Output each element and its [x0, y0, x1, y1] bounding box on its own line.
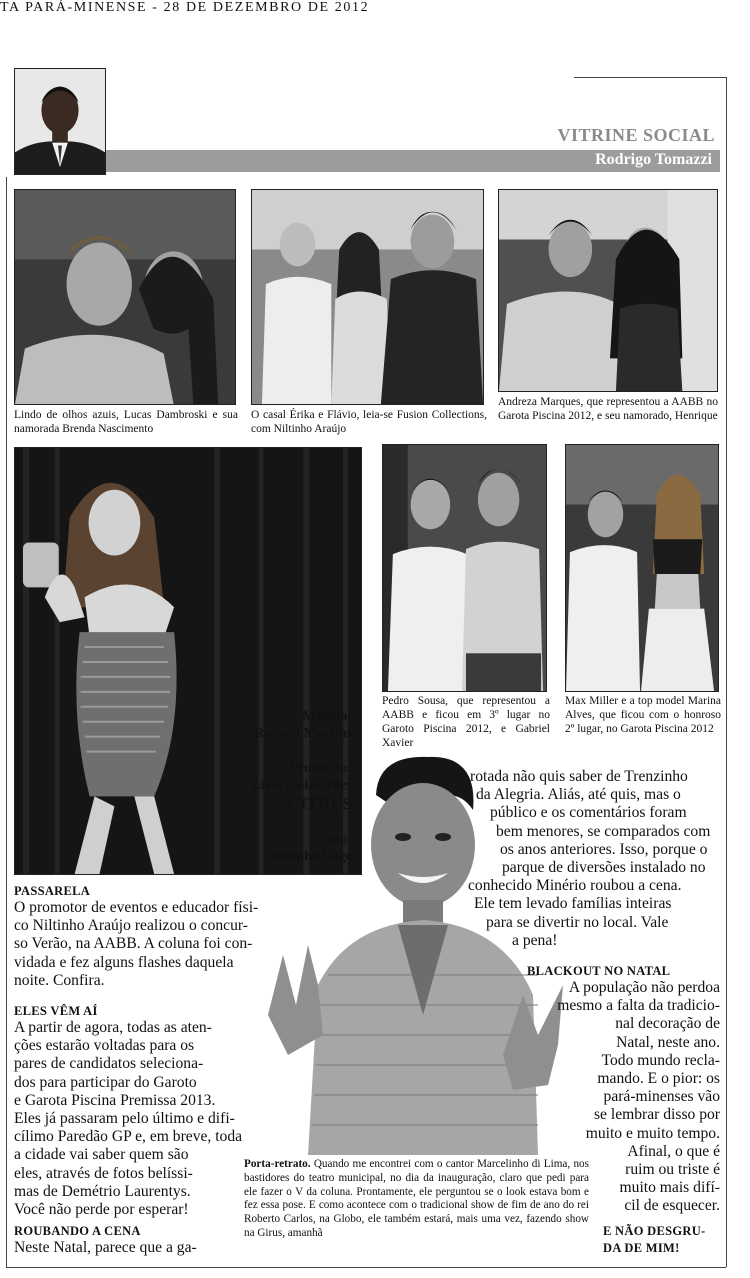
columnist-photo: [14, 68, 106, 175]
running-header: [0, 0, 750, 22]
text-line: conhecido Minério roubou a cena.: [468, 877, 682, 895]
text-roubando-a-cena: [14, 1239, 244, 1257]
credit-model-name: Rafaela Martins: [254, 726, 352, 741]
credit-model-label: Modelo:: [302, 709, 352, 724]
signoff-line: DA DE MIM!: [603, 1241, 680, 1255]
text-line: Ele tem levado famílias inteiras: [474, 895, 672, 913]
text-line: mesmo a falta da tradicio-: [557, 997, 720, 1015]
text-line: cil de esquecer.: [624, 1197, 720, 1215]
text-line: para se divertir no local. Vale: [486, 913, 669, 931]
text-line: Afinal, o que é: [627, 1142, 720, 1160]
credit-production-brand: CITRUS: [287, 794, 352, 813]
text-line: Eles já passaram pelo último e difi-: [14, 1110, 235, 1128]
text-line: se lembrar disso por: [593, 1106, 720, 1124]
photo-erika-flavio-niltinho: [251, 189, 484, 405]
text-line: ções estarão voltadas para os: [14, 1037, 195, 1055]
text-line: da Alegria. Aliás, até quis, mas o: [476, 786, 681, 804]
text-line: mas de Demétrio Laurentys.: [14, 1182, 191, 1200]
credit-production-name: Lívia Guimarães: [251, 778, 352, 793]
heading-eles-vem-ai: ELES VÊM AÍ: [14, 1004, 98, 1018]
caption-porta-retrato: [244, 1158, 589, 1241]
photo-andreza-henrique: [498, 189, 718, 392]
top-rule: [574, 77, 726, 78]
column-name: VITRINE SOCIAL: [557, 125, 715, 145]
credit-production-label: Produção:: [290, 761, 352, 776]
caption-photo-3: Andreza Marques, que representou a AABB no Garota Piscina 2012, e seu namorado, Henrique: [498, 396, 718, 422]
signoff-line: E NÃO DESGRU-: [603, 1224, 706, 1238]
running-title: TA PARÁ-MINENSE - 28 DE DEZEMBRO DE 2012: [0, 0, 370, 15]
text-line: e Garota Piscina Premissa 2013.: [14, 1091, 216, 1109]
text-roubando-continued: [468, 768, 720, 950]
heading-passarela: PASSARELA: [14, 884, 91, 898]
text-line: parque de diversões instalado no: [502, 859, 706, 877]
text-line: co Niltinho Araújo realizou o concur-: [14, 917, 248, 935]
heading-blackout-no-natal: BLACKOUT NO NATAL: [527, 964, 671, 978]
text-line: vidada e fez alguns flashes daquela: [14, 953, 234, 971]
text-line: pará-minenses vão: [603, 1088, 720, 1106]
signoff: [603, 1223, 718, 1257]
text-line: A partir de agora, todas as aten-: [14, 1019, 212, 1036]
photo-max-marina: [565, 444, 719, 692]
text-line: O promotor de eventos e educador físi-: [14, 899, 259, 916]
column-author: Rodrigo Tomazzi: [595, 151, 712, 168]
photo-lucas-brenda: [14, 189, 236, 405]
text-line: público e os comentários foram: [490, 804, 687, 822]
text-line: rotada não quis saber de Trenzinho: [470, 768, 688, 785]
text-line: ruim ou triste é: [625, 1161, 720, 1179]
photo-pedro-gabriel: [382, 444, 547, 692]
text-line: cílimo Paredão GP e, em breve, toda: [14, 1128, 243, 1146]
text-line: A população não perdoa: [568, 979, 720, 996]
text-line: a pena!: [512, 931, 558, 949]
text-line: Natal, neste ano.: [616, 1033, 720, 1051]
caption-photo-4: Pedro Sousa, que representou a AABB e ficou em 3º lugar no Garoto Piscina 2012, e Gabriel Xavier: [382, 695, 550, 749]
porta-retrato-lead: Porta-retrato.: [244, 1158, 311, 1170]
credit-photo-label: Foto:: [320, 832, 352, 847]
text-line: muito e muito tempo.: [585, 1124, 720, 1142]
right-rule: [726, 77, 727, 1267]
bottom-rule: [6, 1267, 726, 1268]
caption-photo-1: Lindo de olhos azuis, Lucas Dambroski e sua namorada Brenda Nascimento: [14, 409, 238, 435]
text-line: pares de candidatos seleciona-: [14, 1055, 204, 1073]
text-line: a cidade vai saber quem são: [14, 1146, 189, 1164]
text-line: os anos anteriores. Isso, porque o: [500, 840, 708, 858]
text-line: mando. E o pior: os: [597, 1070, 720, 1088]
text-line: noite. Confira.: [14, 971, 105, 989]
text-line: so Verão, na AABB. A coluna foi con-: [14, 935, 253, 953]
caption-photo-2: O casal Érika e Flávio, leia-se Fusion Collections, com Niltinho Araújo: [251, 409, 487, 435]
credit-photo-name: Silvinho Lage: [269, 849, 352, 864]
text-line: Todo mundo recla-: [601, 1051, 720, 1069]
text-line: eles, através de fotos belíssi-: [14, 1164, 193, 1182]
text-line: muito mais difí-: [619, 1179, 720, 1197]
heading-roubando-a-cena: ROUBANDO A CENA: [14, 1224, 141, 1238]
text-line: Você não perde por esperar!: [14, 1201, 189, 1219]
text-line: nal decoração de: [615, 1015, 720, 1033]
text-passarela: [14, 899, 299, 990]
left-rule: [6, 177, 7, 1267]
text-line: dos para participar do Garoto: [14, 1073, 197, 1091]
text-line: Neste Natal, parece que a ga-: [14, 1239, 197, 1256]
porta-retrato-text: Quando me encontrei com o cantor Marcelinho di Lima, nos bastidores do teatro municipal, no dia da inauguração, claro que pedi para ele fazer o V da coluna. Prontamente, ele perguntou se o look estava bom e fez essa pose. E como acontece com o tradicional show de fim de ano do rei Roberto Carlos, na Globo, ele também estará, mais uma vez, fazendo show na Girus, amanhã: [244, 1158, 589, 1239]
caption-photo-5: Max Miller e a top model Marina Alves, que ficou com o honroso 2º lugar, no Garota Piscina 2012: [565, 695, 721, 735]
text-line: bem menores, se comparados com: [496, 822, 711, 840]
